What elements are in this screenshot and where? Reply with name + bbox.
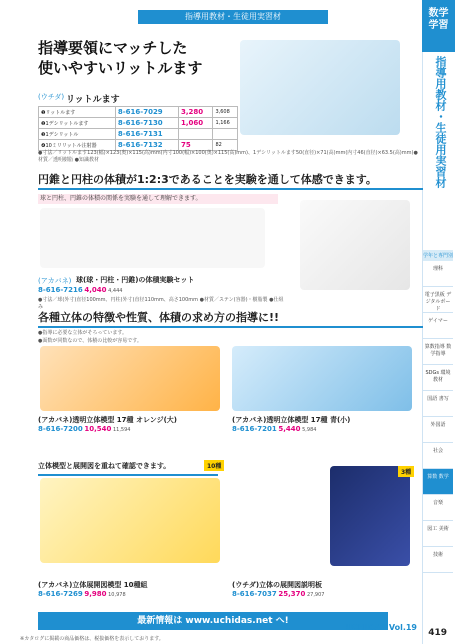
spec-note: ●寸法／リットルます123(幅)×123(奥)×115(高)mm(内寸100(幅)×100(奥)×115(高)mm)、1デシリットルます50(直径)×71(高)mm(内寸46(直径)×63.5(高)mm)●材質／透明樹脂 ●知識教材: [38, 150, 418, 163]
tab-item[interactable]: 音楽: [423, 495, 453, 521]
tab-item[interactable]: SDGs 環境教材: [423, 365, 453, 391]
section-sub: 球と円柱、円錐の体積の関係を実験を通して理解できます。: [38, 194, 278, 204]
product-name: (ウチダ)立体の展開図説明板: [232, 581, 323, 589]
section-title: 円錐と円柱の体積が1:2:3であることを実験を通して体感できます。: [38, 173, 377, 186]
tab-head: 学年と専門別: [423, 250, 453, 261]
footer-note: ※カタログに掲載の商品価格は、税抜価格を表示しております。: [20, 636, 164, 642]
tab-item[interactable]: 外国語: [423, 417, 453, 443]
net-board-image: [330, 466, 410, 566]
tab-item-active[interactable]: 算数 数学: [423, 469, 453, 495]
tab-item[interactable]: 社会: [423, 443, 453, 469]
section-title: 各種立体の特徴や性質、体積の求め方の指導に!!: [38, 311, 280, 324]
footer-banner[interactable]: 最新情報は www.uchidas.net へ!: [38, 612, 388, 630]
product-name: (アカバネ)透明立体模型 17種 オレンジ(大): [38, 416, 178, 424]
blue-solids-image: [232, 346, 412, 411]
side-nav: [422, 0, 455, 644]
section-header: [38, 172, 423, 190]
table-row: ❸1デシリットル 8-616-7131: [39, 129, 238, 140]
table-row: ❶リットルます 8-616-7029 3,280 3,608: [39, 107, 238, 118]
spec-note: ●寸法／球(外寸)直径100mm、円柱(外寸)直径110mm、高さ100mm ●材質／ステン(容器)・樹脂製 ●仕組み: [38, 297, 284, 310]
page-number: 419: [428, 628, 447, 638]
count-badge: 3種: [398, 466, 414, 477]
product-name: リットルます: [66, 95, 120, 105]
tab-item[interactable]: 電子黒板 デジタルボード: [423, 287, 453, 313]
tab-item[interactable]: ゲイマー: [423, 313, 453, 339]
point: ●指導に必要な立体がそろっています。: [38, 330, 127, 336]
spec-table: [38, 106, 238, 151]
product-name: 球(球・円柱・円錐)の体積実験セット: [76, 276, 195, 284]
sphere-diagram: [40, 208, 265, 268]
brand-label: (アカバネ): [38, 277, 72, 285]
tab-item[interactable]: 理科: [423, 261, 453, 287]
price-line: 8-616-7269 9,980 10,978: [38, 590, 126, 598]
price-line: 8-616-7216 4,040 4,444: [38, 286, 123, 294]
price-line: 8-616-7200 10,540 11,594: [38, 425, 131, 433]
tab-item[interactable]: 算数指導 数学指導: [423, 339, 453, 365]
count-badge: 10種: [204, 460, 224, 471]
section-title: 立体模型と展開図を重ねて確認できます。: [38, 462, 171, 470]
section-header: [38, 310, 423, 328]
brand-label: (ウチダ): [38, 93, 65, 101]
product-name: (アカバネ)透明立体模型 17種 青(小): [232, 416, 351, 424]
tab-item[interactable]: 技術: [423, 547, 453, 573]
brand-logo: UCHIDAS Vol.19: [345, 623, 417, 632]
orange-solids-image: [40, 346, 220, 411]
tab-item[interactable]: 国語 書写: [423, 391, 453, 417]
volume-set-image: [300, 200, 410, 290]
litre-box-image: [240, 40, 400, 135]
category-label: 指導用教材・生徒用実習材: [185, 12, 281, 21]
side-vertical-label: 指導用教材・生徒用実習材: [434, 56, 447, 188]
section-header: [38, 458, 218, 476]
table-row: ❷1デシリットルます 8-616-7130 1,060 1,166: [39, 118, 238, 129]
side-head: 数学 学習: [422, 0, 455, 52]
headline: 指導要領にマッチした 使いやすいリットルます: [38, 39, 203, 77]
tab-item[interactable]: 図工 美術: [423, 521, 453, 547]
price-line: 8-616-7037 25,370 27,907: [232, 590, 325, 598]
product-name: (アカバネ)立体展開図模型 10種組: [38, 581, 148, 589]
side-tabs: [423, 250, 453, 573]
table-row: ❹10ミリリットル注射器 8-616-7132 75 82: [39, 140, 238, 151]
price-line: 8-616-7201 5,440 5,984: [232, 425, 317, 433]
point: ●面数が同数なので、体積の比較が容易です。: [38, 338, 142, 344]
category-banner: [138, 10, 328, 24]
net-model-image: [40, 478, 220, 563]
